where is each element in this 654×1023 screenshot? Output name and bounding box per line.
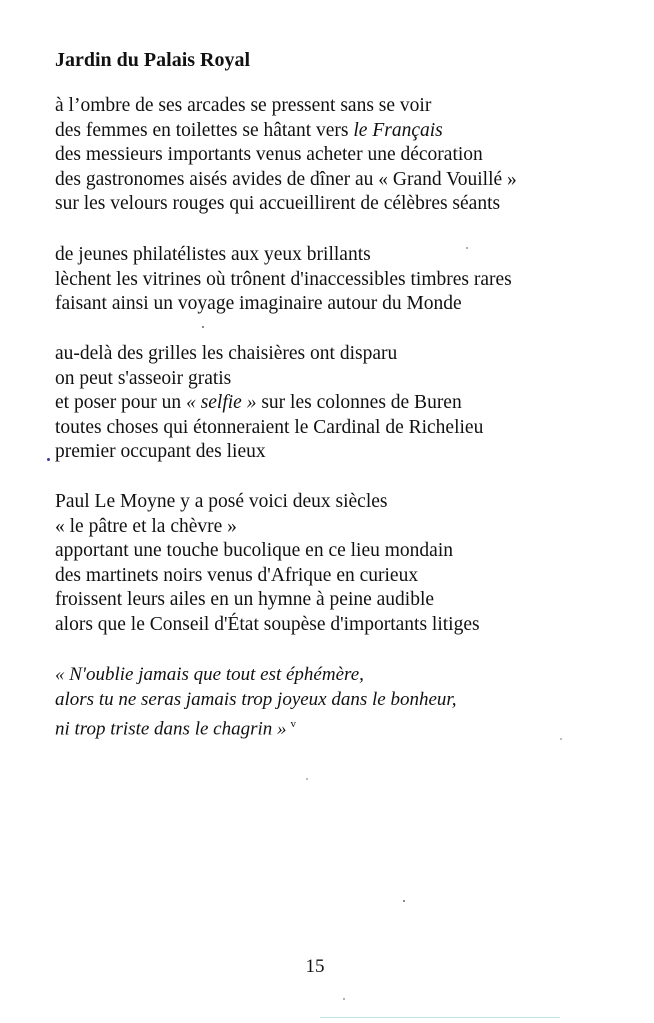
scan-speck bbox=[47, 458, 50, 461]
poem-line bbox=[55, 119, 517, 144]
scan-speck bbox=[403, 900, 405, 902]
poem-title: Jardin du Palais Royal bbox=[55, 49, 251, 71]
poem-line: au-delà des grilles les chaisières ont disparu bbox=[55, 343, 398, 364]
stanza-3 bbox=[55, 342, 483, 465]
scan-speck bbox=[560, 738, 562, 740]
footnote-marker: v bbox=[290, 718, 297, 731]
italic-emphasis: « selfie » bbox=[186, 392, 257, 414]
poem-line: des messieurs importants venus acheter une décoration bbox=[55, 144, 483, 166]
stanza-1 bbox=[55, 94, 517, 217]
quote-line bbox=[55, 712, 456, 742]
poem-line-text: sur les colonnes de Buren bbox=[256, 392, 462, 414]
poem-line: Paul Le Moyne y a posé voici deux siècles bbox=[55, 491, 388, 512]
stanza-2 bbox=[55, 243, 512, 317]
poem-line: froissent leurs ailes en un hymne à peine audible bbox=[55, 589, 435, 611]
poem-line: sur les velours rouges qui accueillirent de célèbres séants bbox=[55, 193, 501, 215]
poem-line bbox=[55, 391, 483, 416]
poem-line: alors que le Conseil d'État soupèse d'importants litiges bbox=[55, 613, 480, 635]
page-number: 15 bbox=[305, 956, 325, 977]
poem-line: on peut s'asseoir gratis bbox=[55, 367, 232, 389]
scan-speck bbox=[306, 778, 308, 780]
quote-line: « N'oublie jamais que tout est éphémère, bbox=[55, 664, 364, 685]
scan-edge-line bbox=[320, 1017, 560, 1018]
poem-line-text: et poser pour un bbox=[55, 392, 187, 414]
poem-line: premier occupant des lieux bbox=[55, 441, 266, 463]
poem-line: apportant une touche bucolique en ce lieu mondain bbox=[55, 540, 453, 562]
closing-quote bbox=[55, 663, 456, 742]
poem-line: « le pâtre et la chèvre » bbox=[55, 515, 237, 537]
quote-line-text: ni trop triste dans le chagrin » bbox=[55, 718, 287, 740]
poem-line: de jeunes philatélistes aux yeux brillants bbox=[55, 244, 371, 265]
poem-line: lèchent les vitrines où trônent d'inaccessibles timbres rares bbox=[55, 268, 512, 290]
quote-line: alors tu ne seras jamais trop joyeux dans le bonheur, bbox=[55, 688, 457, 710]
italic-emphasis: le Français bbox=[353, 119, 443, 141]
poem-line: des martinets noirs venus d'Afrique en curieux bbox=[55, 564, 419, 586]
scan-speck bbox=[466, 247, 468, 249]
scan-speck bbox=[343, 998, 345, 1000]
scan-speck bbox=[202, 326, 204, 328]
poem-line: des gastronomes aisés avides de dîner au « Grand Vouillé » bbox=[55, 168, 517, 190]
stanza-4 bbox=[55, 490, 480, 638]
poem-line: faisant ainsi un voyage imaginaire autour du Monde bbox=[55, 293, 462, 315]
poem-line: à l’ombre de ses arcades se pressent sans se voir bbox=[55, 95, 432, 116]
poem-line-text: des femmes en toilettes se hâtant vers bbox=[55, 119, 354, 141]
poem-line: toutes choses qui étonneraient le Cardinal de Richelieu bbox=[55, 416, 484, 438]
